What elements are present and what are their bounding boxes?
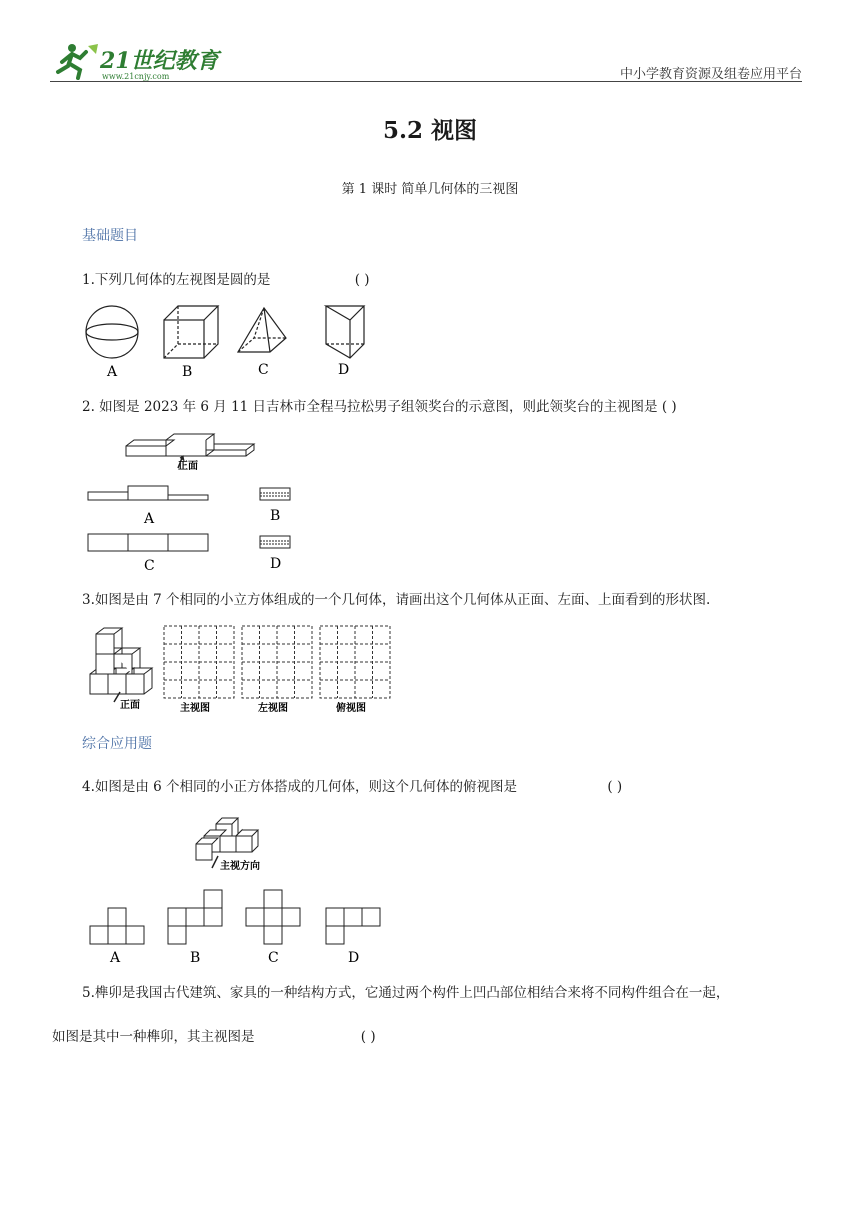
option-d-figure [326,908,380,944]
option-c-figure [246,890,300,944]
question-1-text: 1.下列几何体的左视图是圆的是 [82,272,271,288]
option-label: C [258,362,269,378]
q4-figure [82,808,392,968]
question-4 [82,777,622,797]
q1-figure [82,300,382,385]
question-1 [82,270,370,290]
option-label: A [144,511,155,527]
answer-paren: ( ) [354,272,370,288]
logo-url: www.21cnjy.com [102,72,170,81]
cube-arrangement-figure [196,818,258,860]
drawing-grid-left [242,626,312,698]
question-5-text: 如图是其中一种榫卯，其主视图是 [52,1029,255,1045]
question-2-text: 2. 如图是 2023 年 6 月 11 日吉林市全程马拉松男子组领奖台的示意图，则此领奖台的主视图是 [82,399,658,415]
header-divider [50,81,802,82]
section-applied: 综合应用题 [82,736,152,752]
front-label: 正面 [178,461,198,472]
q2-figure [82,428,342,578]
grid-label: 俯视图 [336,703,366,714]
site-logo [52,40,232,82]
q3-figure [82,622,402,717]
cube-stack-figure [90,628,152,694]
prism-figure [326,306,364,358]
answer-paren: ( ) [661,399,677,415]
option-b-figure [168,890,222,944]
question-5-line2 [52,1027,376,1047]
platform-name: 中小学教育资源及组卷应用平台 [619,67,802,82]
option-label: D [348,950,360,966]
drawing-grid-main [164,626,234,698]
answer-paren: ( ) [607,779,623,795]
option-label: C [268,950,279,966]
option-label: B [190,950,201,966]
option-a-figure [90,908,144,944]
pyramid-figure [238,308,286,352]
cube-figure [164,306,218,358]
option-d-figure [260,536,290,548]
question-4-text: 4.如图是由 6 个相同的小正方体搭成的几何体，则这个几何体的俯视图是 [82,779,518,795]
question-5-line1: 5.榫卯是我国古代建筑、家具的一种结构方式，它通过两个构件上凹凸部位相结合来将不同构件组合在一起， [82,985,730,1001]
option-c-figure [88,534,208,551]
page-title: 5.2 视图 [382,117,478,144]
runner-logo-icon [58,44,98,78]
question-3: 3.如图是由 7 个相同的小立方体组成的一个几何体，请画出这个几何体从正面、左面、上面看到的形状图. [82,592,711,608]
front-label: 正面 [120,700,140,711]
sphere-figure [86,306,138,358]
section-basic: 基础题目 [82,228,138,244]
option-label: A [110,950,121,966]
drawing-grid-top [320,626,390,698]
view-direction-label: 主视方向 [220,861,260,872]
page-subtitle: 第 1 课时 简单几何体的三视图 [341,182,519,197]
option-label: A [107,364,118,380]
option-b-figure [260,488,290,500]
option-label: B [270,508,281,524]
option-a-figure [88,486,208,500]
question-2 [82,397,677,417]
option-label: C [144,558,155,574]
option-label: D [270,556,282,572]
grid-label: 左视图 [258,703,288,714]
answer-paren: ( ) [360,1029,376,1045]
logo-text: 21世纪教育 [100,48,219,74]
option-label: D [338,362,350,378]
grid-label: 主视图 [180,703,210,714]
option-label: B [182,364,193,380]
